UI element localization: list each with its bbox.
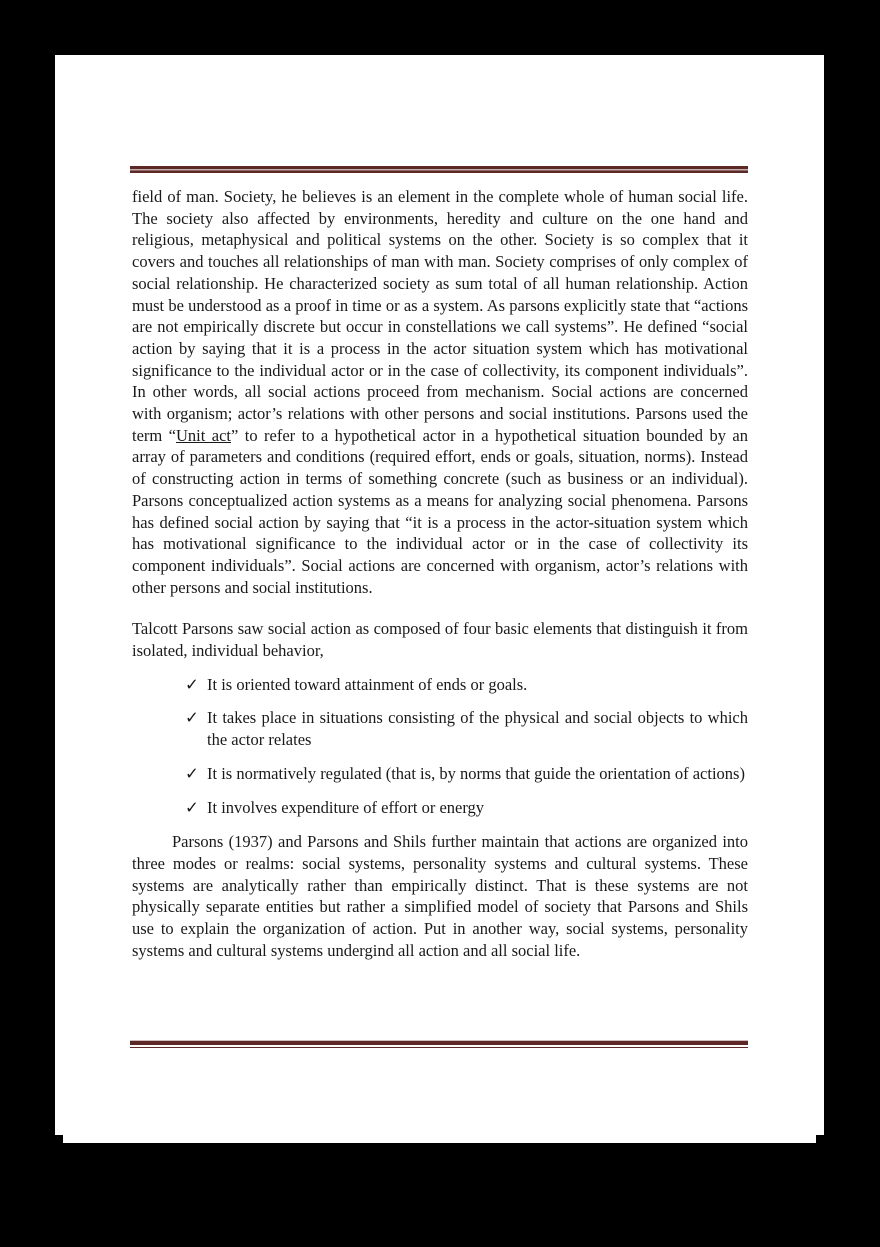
- checkmark-icon: ✓: [185, 797, 199, 817]
- document-page: [55, 55, 824, 1135]
- list-item-text: It takes place in situations consisting of the physical and social objects to which the actor relates: [207, 708, 748, 750]
- list-item-text: It is normatively regulated (that is, by norms that guide the orientation of actions): [207, 763, 745, 783]
- page-shadow: [63, 1135, 816, 1143]
- paragraph-1: [132, 186, 748, 598]
- top-rule: [130, 166, 748, 173]
- list-item-text: It involves expenditure of effort or energy: [207, 797, 485, 817]
- checkmark-icon: ✓: [185, 708, 199, 728]
- paragraph-1-text-before: field of man. Society, he believes is an element in the complete whole of human social life. The society also affected by environments, heredity and culture on the one hand and religious, metaphysical and political systems on the other. Society is so complex that it covers and touches all relationships of man with man. Society comprises of only complex of social relationship. He characterized society as sum total of all human relationship. Action must be understood as a proof in time or as a system. As parsons explicitly state that “actions are not empirically discrete but occur in constellations we call systems”. He defined “social action by saying that it is a process in the actor situation system which has motivational significance to the individual actor or in the case of collectivity, its component individuals”. In other words, all social actions proceed from mechanism. Social actions are concerned with organism; actor’s relations with other persons and social institutions. Parsons used the term “: [132, 187, 748, 445]
- check-list: [132, 674, 748, 819]
- list-item: [132, 797, 748, 819]
- paragraph-1-text-after: ” to refer to a hypothetical actor in a hypothetical situation bounded by an array of parameters and conditions (required effort, ends or goals, situation, norms). Instead of constructing action in terms of something concrete (such as business or an individual). Parsons conceptualized action systems as a means for analyzing social phenomena. Parsons has defined social action by saying that “it is a process in the actor-situation system which has motivational significance to the individual actor or in the case of collectivity its component individuals”. Social actions are concerned with organism, actor’s relations with other persons and social institutions.: [132, 425, 748, 597]
- list-item: [132, 707, 748, 750]
- checkmark-icon: ✓: [185, 674, 199, 694]
- checkmark-icon: ✓: [185, 763, 199, 783]
- bottom-rule: [130, 1040, 748, 1048]
- list-item: [132, 763, 748, 785]
- paragraph-3: Parsons (1937) and Parsons and Shils further maintain that actions are organized into three modes or realms: social systems, personality systems and cultural systems. These systems are analytically rather than empirically distinct. That is these systems are not physically separate entities but rather a simplified model of society that Parsons and Shils use to explain the organization of action. Put in another way, social systems, personality systems and cultural systems undergind all action and all social life.: [132, 832, 748, 960]
- list-item-text: It is oriented toward attainment of ends or goals.: [207, 674, 528, 694]
- list-item: [132, 674, 748, 696]
- page-content: [132, 186, 748, 962]
- paragraph-2: Talcott Parsons saw social action as composed of four basic elements that distinguish it from isolated, individual behavior,: [132, 619, 748, 661]
- underlined-term: Unit act: [176, 425, 231, 445]
